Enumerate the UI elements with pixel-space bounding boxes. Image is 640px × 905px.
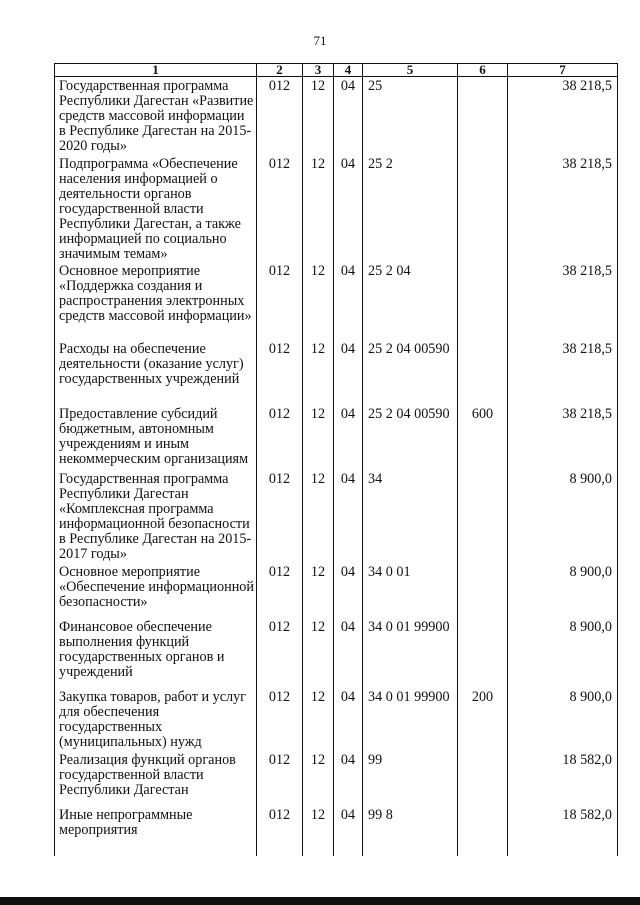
ministry-code: 012	[257, 618, 303, 688]
amount: 38 218,5	[508, 262, 618, 340]
amount: 38 218,5	[508, 405, 618, 470]
subsection-code: 04	[334, 340, 363, 405]
expense-type-code	[458, 340, 508, 405]
ministry-code: 012	[257, 262, 303, 340]
target-code: 34 0 01	[363, 563, 458, 618]
page-number: 71	[313, 33, 327, 48]
header-col-1: 1	[55, 64, 257, 77]
target-code: 99	[363, 751, 458, 806]
section-code: 12	[303, 405, 334, 470]
ministry-code: 012	[257, 806, 303, 856]
section-code: 12	[303, 806, 334, 856]
table-row	[55, 688, 618, 751]
header-col-2: 2	[257, 64, 303, 77]
expense-type-code	[458, 618, 508, 688]
item-name: Основное мероприятие «Обеспечение информационной безопасности»	[55, 563, 257, 618]
ministry-code: 012	[257, 340, 303, 405]
item-name: Расходы на обеспечение деятельности (оказание услуг) государственных учреждений	[55, 340, 257, 405]
table-row	[55, 262, 618, 340]
table-row	[55, 618, 618, 688]
ministry-code: 012	[257, 563, 303, 618]
subsection-code: 04	[334, 563, 363, 618]
section-code: 12	[303, 262, 334, 340]
amount: 8 900,0	[508, 618, 618, 688]
item-name: Государственная программа Республики Дагестан «Развитие средств массовой информации в Республике Дагестан на 2015-2020 годы»	[55, 77, 257, 156]
header-col-4: 4	[334, 64, 363, 77]
section-code: 12	[303, 470, 334, 563]
item-name: Государственная программа Республики Дагестан «Комплексная программа информационной безопасности в Республике Дагестан на 2015-2017 годы»	[55, 470, 257, 563]
target-code: 99 8	[363, 806, 458, 856]
ministry-code: 012	[257, 688, 303, 751]
target-code: 25 2 04	[363, 262, 458, 340]
amount: 38 218,5	[508, 340, 618, 405]
expense-type-code: 200	[458, 688, 508, 751]
table-row	[55, 563, 618, 618]
amount: 18 582,0	[508, 751, 618, 806]
expense-type-code	[458, 806, 508, 856]
amount: 8 900,0	[508, 563, 618, 618]
header-col-7: 7	[508, 64, 618, 77]
subsection-code: 04	[334, 618, 363, 688]
item-name: Закупка товаров, работ и услуг для обеспечения государственных (муниципальных) нужд	[55, 688, 257, 751]
expense-type-code	[458, 751, 508, 806]
amount: 18 582,0	[508, 806, 618, 856]
subsection-code: 04	[334, 688, 363, 751]
table-row	[55, 470, 618, 563]
section-code: 12	[303, 751, 334, 806]
expense-type-code	[458, 77, 508, 156]
header-col-5: 5	[363, 64, 458, 77]
item-name: Предоставление субсидий бюджетным, автономным учреждениям и иным некоммерческим организациям	[55, 405, 257, 470]
amount: 8 900,0	[508, 688, 618, 751]
amount: 8 900,0	[508, 470, 618, 563]
table-row	[55, 155, 618, 262]
header-row	[55, 64, 618, 77]
target-code: 25 2 04 00590	[363, 405, 458, 470]
section-code: 12	[303, 77, 334, 156]
subsection-code: 04	[334, 806, 363, 856]
section-code: 12	[303, 618, 334, 688]
amount: 38 218,5	[508, 77, 618, 156]
section-code: 12	[303, 340, 334, 405]
ministry-code: 012	[257, 751, 303, 806]
section-code: 12	[303, 688, 334, 751]
target-code: 34 0 01 99900	[363, 688, 458, 751]
subsection-code: 04	[334, 262, 363, 340]
ministry-code: 012	[257, 405, 303, 470]
budget-table	[54, 63, 618, 856]
ministry-code: 012	[257, 155, 303, 262]
subsection-code: 04	[334, 751, 363, 806]
target-code: 25 2 04 00590	[363, 340, 458, 405]
table-row	[55, 77, 618, 156]
target-code: 34	[363, 470, 458, 563]
header-col-6: 6	[458, 64, 508, 77]
table-row	[55, 751, 618, 806]
expense-type-code	[458, 155, 508, 262]
section-code: 12	[303, 563, 334, 618]
item-name: Иные непрограммные мероприятия	[55, 806, 257, 856]
amount: 38 218,5	[508, 155, 618, 262]
header-col-3: 3	[303, 64, 334, 77]
item-name: Реализация функций органов государственной власти Республики Дагестан	[55, 751, 257, 806]
section-code: 12	[303, 155, 334, 262]
table-row	[55, 405, 618, 470]
subsection-code: 04	[334, 77, 363, 156]
table-row	[55, 806, 618, 856]
expense-type-code	[458, 262, 508, 340]
target-code: 25 2	[363, 155, 458, 262]
expense-type-code	[458, 470, 508, 563]
target-code: 34 0 01 99900	[363, 618, 458, 688]
item-name: Основное мероприятие «Поддержка создания и распространения электронных средств массовой информации»	[55, 262, 257, 340]
target-code: 25	[363, 77, 458, 156]
ministry-code: 012	[257, 77, 303, 156]
ministry-code: 012	[257, 470, 303, 563]
subsection-code: 04	[334, 470, 363, 563]
item-name: Финансовое обеспечение выполнения функций государственных органов и учреждений	[55, 618, 257, 688]
scan-edge-bar	[0, 897, 640, 905]
expense-type-code: 600	[458, 405, 508, 470]
subsection-code: 04	[334, 405, 363, 470]
subsection-code: 04	[334, 155, 363, 262]
item-name: Подпрограмма «Обеспечение населения информацией о деятельности органов государственной власти Республики Дагестан, а также информацией по социально значимым темам»	[55, 155, 257, 262]
expense-type-code	[458, 563, 508, 618]
table-row	[55, 340, 618, 405]
